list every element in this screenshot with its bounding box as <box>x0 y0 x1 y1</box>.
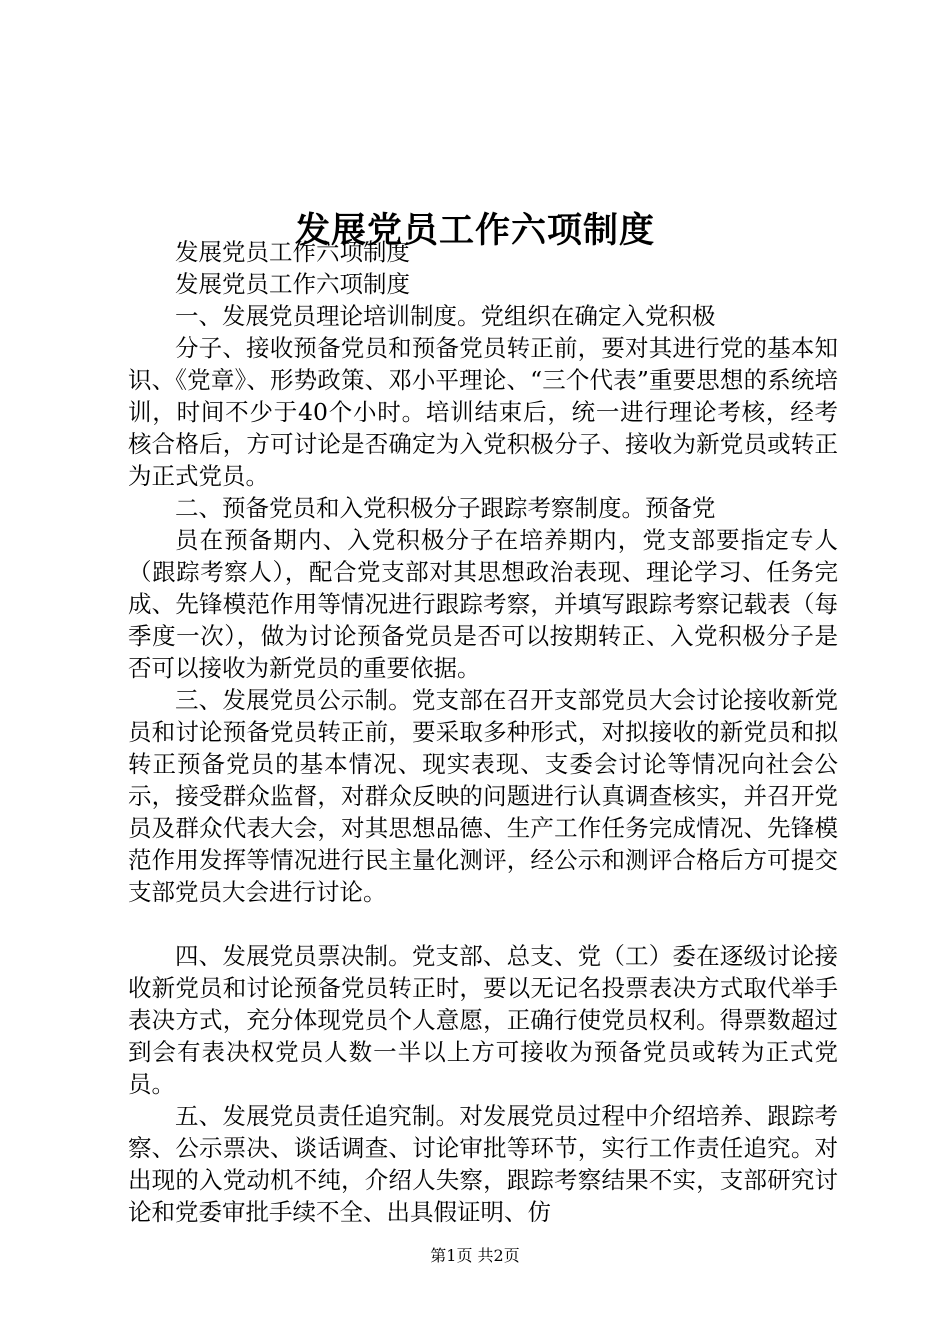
document-body <box>128 236 838 1228</box>
body-paragraph: 一、发展党员理论培训制度。党组织在确定入党积极 <box>175 302 716 330</box>
body-paragraph: 发展党员工作六项制度 <box>175 270 410 298</box>
body-paragraph: 四、发展党员票决制。党支部、总支、党（工）委在逐级讨论接收新党员和讨论预备党员转正时，要以无记名投票表决方式取代举手表决方式，充分体现党员个人意愿，正确行使党员权利。得票数超过到会有表决权党员人数一半以上方可接收为预备党员或转为正式党员。 <box>128 942 838 1098</box>
body-paragraph: 三、发展党员公示制。党支部在召开支部党员大会讨论接收新党员和讨论预备党员转正前，要采取多种形式，对拟接收的新党员和拟转正预备党员的基本情况、现实表现、支委会讨论等情况向社会公示，接受群众监督，对群众反映的问题进行认真调查核实，并召开党员及群众代表大会，对其思想品德、生产工作任务完成情况、先锋模范作用发挥等情况进行民主量化测评，经公示和测评合格后方可提交支部党员大会进行讨论。 <box>128 686 838 906</box>
body-paragraph: 分子、接收预备党员和预备党员转正前，要对其进行党的基本知识、《党章》、形势政策、邓小平理论、“三个代表”重要思想的系统培训，时间不少于40个小时。培训结束后，统一进行理论考核，经考核合格后，方可讨论是否确定为入党积极分子、接收为新党员或转正为正式党员。 <box>128 334 838 490</box>
body-paragraph: 员在预备期内、入党积极分子在培养期内，党支部要指定专人（跟踪考察人），配合党支部对其思想政治表现、理论学习、任务完成、先锋模范作用等情况进行跟踪考察，并填写跟踪考察记载表（每季度一次），做为讨论预备党员是否可以按期转正、入党积极分子是否可以接收为新党员的重要依据。 <box>128 526 838 682</box>
body-paragraph: 五、发展党员责任追究制。对发展党员过程中介绍培养、跟踪考察、公示票决、谈话调查、讨论审批等环节，实行工作责任追究。对出现的入党动机不纯，介绍人失察，跟踪考察结果不实，支部研究讨论和党委审批手续不全、出具假证明、仿 <box>128 1102 838 1226</box>
document-title: 发展党员工作六项制度 <box>294 210 655 252</box>
body-paragraph: 发展党员工作六项制度 <box>175 238 410 266</box>
page-footer: 第1页 共2页 <box>430 1246 520 1265</box>
body-paragraph: 二、预备党员和入党积极分子跟踪考察制度。预备党 <box>175 494 716 522</box>
